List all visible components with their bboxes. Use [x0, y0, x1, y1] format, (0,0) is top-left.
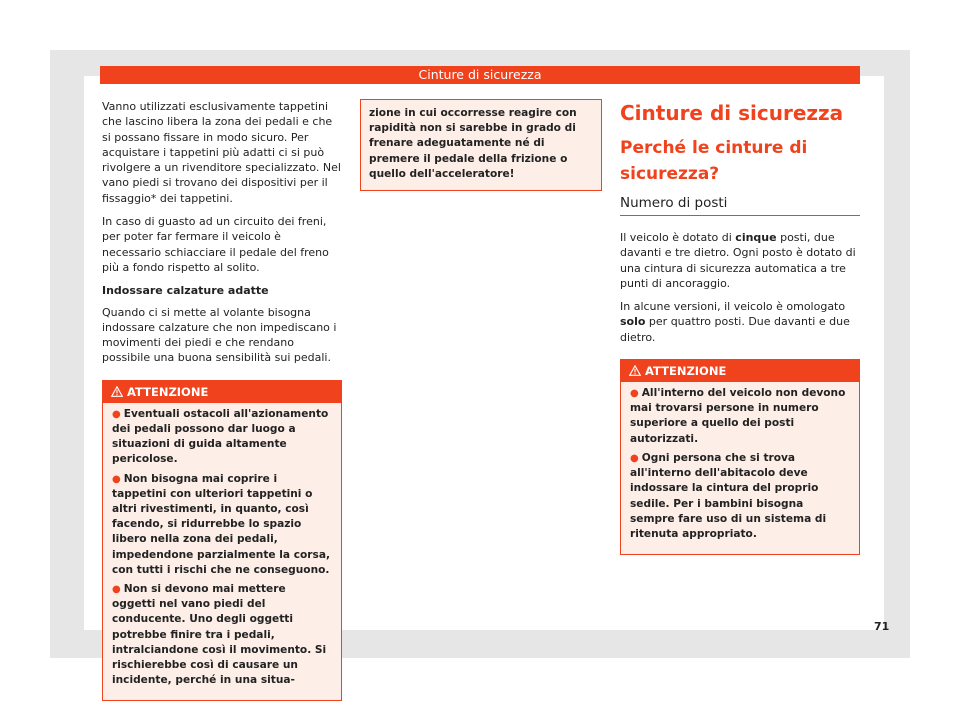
section-subtitle: Perché le cinture di sicurezza?	[620, 138, 808, 184]
warning-item: ● Non bisogna mai coprire i tappetini con ulteriori tappetini o altri rivestimenti, in quanto, così facendo, si ridurrebbe lo spazio libero nella zona dei pedali, impedendone parzialmente la corsa, con tutti i rischi che ne conseguono.	[112, 472, 330, 576]
column-right	[620, 99, 860, 555]
bullet-icon: ●	[630, 388, 639, 400]
warning-header	[103, 381, 341, 403]
paragraph: In caso di guasto ad un circuito dei freni, per poter far fermare il veicolo è necessario schiacciare il pedale del freno più a fondo rispetto al solito.	[102, 215, 329, 274]
warning-body	[621, 382, 859, 554]
warning-title: ATTENZIONE	[127, 384, 209, 399]
section-heading: Numero di posti	[620, 195, 860, 216]
column-middle	[360, 99, 602, 191]
subheading: Indossare calzature adatte	[102, 284, 269, 298]
warning-item: ● Eventuali ostacoli all'azionamento dei pedali possono dar luogo a situazioni di guida altamente pericolose.	[112, 407, 329, 466]
paragraph: Il veicolo è dotato di cinque posti, due davanti e tre dietro. Ogni posto è dotato di una cintura di sicurezza automatica a tre punti di ancoraggio.	[620, 231, 856, 290]
warning-triangle-icon	[629, 365, 641, 376]
warning-box	[102, 380, 342, 702]
warning-item: ● All'interno del veicolo non devono mai trovarsi persone in numero superiore a quello dei posti autorizzati.	[630, 387, 846, 445]
bullet-icon: ●	[112, 408, 121, 420]
section-title: Cinture di sicurezza	[620, 101, 844, 125]
warning-box	[620, 359, 860, 555]
page-number: 71	[874, 620, 890, 633]
warning-continuation: zione in cui occorresse reagire con rapidità non si sarebbe in grado di frenare adeguatamente né di premere il pedale della frizione o quello dell'acceleratore!	[360, 99, 602, 191]
paragraph: In alcune versioni, il veicolo è omologato solo per quattro posti. Due davanti e due dietro.	[620, 300, 850, 344]
bullet-icon: ●	[112, 583, 121, 595]
chapter-header: Cinture di sicurezza	[100, 66, 860, 84]
column-left	[102, 99, 342, 701]
bullet-icon: ●	[630, 452, 639, 464]
paragraph: Quando ci si mette al volante bisogna indossare calzature che non impediscano i movimenti dei piedi e che rendano possibile una buona sensibilità sui pedali.	[102, 305, 337, 365]
warning-body	[103, 403, 341, 701]
warning-header	[621, 360, 859, 382]
warning-item: ● Non si devono mai mettere oggetti nel vano piedi del conducente. Uno degli oggetti potrebbe finire tra i pedali, intralciandone così il movimento. Si rischierebbe così di causare un incidente, perché in una situa-	[112, 582, 327, 687]
warning-triangle-icon	[111, 386, 123, 397]
paragraph: Vanno utilizzati esclusivamente tappetini che lascino libera la zona dei pedali e che si possano fissare in modo sicuro. Per acquistare i tappetini più adatti ci si può rivolgere a un rivenditore specializzato. Nel vano piedi si trovano dei dispositivi per il fissaggio* dei tappetini.	[102, 100, 341, 205]
warning-item: ● Ogni persona che si trova all'interno dell'abitacolo deve indossare la cintura del proprio sedile. Per i bambini bisogna sempre fare uso di un sistema di ritenuta appropriato.	[630, 451, 827, 540]
bullet-icon: ●	[112, 473, 121, 485]
warning-title: ATTENZIONE	[645, 364, 727, 379]
